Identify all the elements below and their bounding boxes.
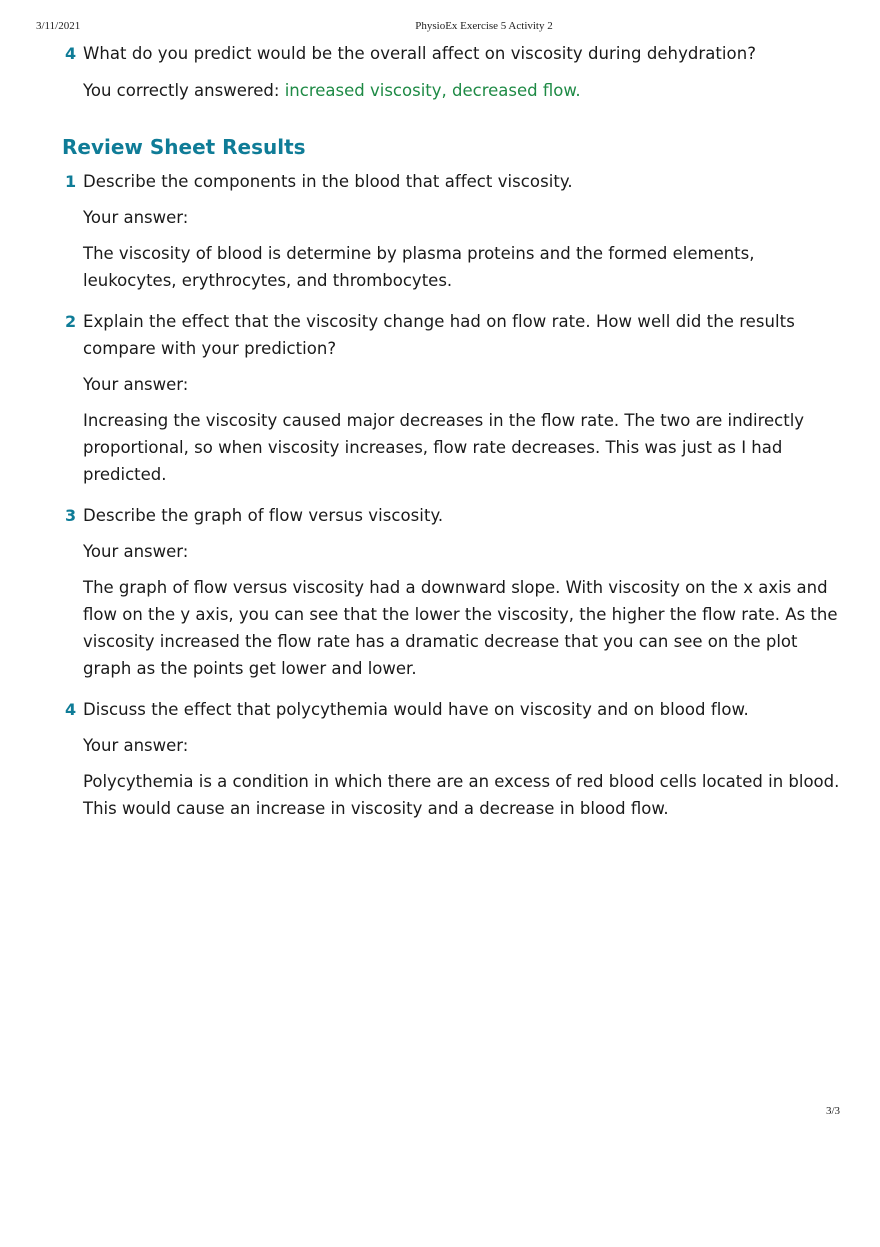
review-item bbox=[62, 696, 842, 822]
question-text: What do you predict would be the overall affect on viscosity during dehydration? bbox=[83, 44, 757, 63]
question-text: Discuss the effect that polycythemia would have on viscosity and on blood flow. bbox=[83, 700, 749, 719]
answer-text: The graph of flow versus viscosity had a downward slope. With viscosity on the x axis and flow on the y axis, you can see that the lower the viscosity, the higher the flow rate. As the viscosity increased the flow rate has a dramatic decrease that you can see on the plot graph as the points get lower and lower. bbox=[83, 578, 838, 678]
page-number: 3/3 bbox=[825, 1105, 840, 1117]
review-list bbox=[62, 168, 842, 822]
question-text: Explain the effect that the viscosity change had on flow rate. How well did the results compare with your prediction? bbox=[83, 312, 795, 358]
answer-result bbox=[83, 77, 842, 104]
answer-label: Your answer: bbox=[83, 208, 189, 227]
document-title: PhysioEx Exercise 5 Activity 2 bbox=[415, 20, 553, 32]
page-content bbox=[62, 40, 842, 822]
section-title-review: Review Sheet Results bbox=[62, 135, 306, 159]
print-date: 3/11/2021 bbox=[36, 20, 81, 32]
prediction-question bbox=[62, 40, 842, 104]
review-item bbox=[62, 502, 842, 682]
review-item bbox=[62, 308, 842, 488]
question-number: 2 bbox=[65, 312, 77, 331]
question-text: Describe the components in the blood that affect viscosity. bbox=[83, 172, 573, 191]
answer-label: Your answer: bbox=[83, 736, 189, 755]
question-text: Describe the graph of flow versus viscosity. bbox=[83, 506, 444, 525]
question-number: 1 bbox=[65, 172, 77, 191]
correct-answer: increased viscosity, decreased flow. bbox=[284, 81, 581, 100]
answer-text: Polycythemia is a condition in which there are an excess of red blood cells located in blood. This would cause an increase in viscosity and a decrease in blood flow. bbox=[83, 772, 840, 818]
question-number: 3 bbox=[65, 506, 77, 525]
answer-text: Increasing the viscosity caused major decreases in the flow rate. The two are indirectly proportional, so when viscosity increases, flow rate decreases. This was just as I had predicted. bbox=[83, 411, 805, 484]
answer-label: Your answer: bbox=[83, 375, 189, 394]
answer-label: Your answer: bbox=[83, 542, 189, 561]
question-number: 4 bbox=[65, 700, 77, 719]
answer-label: You correctly answered: bbox=[83, 81, 285, 100]
review-item bbox=[62, 168, 842, 294]
answer-text: The viscosity of blood is determine by plasma proteins and the formed elements, leukocytes, erythrocytes, and thrombocytes. bbox=[83, 244, 755, 290]
question-number: 4 bbox=[65, 44, 77, 63]
